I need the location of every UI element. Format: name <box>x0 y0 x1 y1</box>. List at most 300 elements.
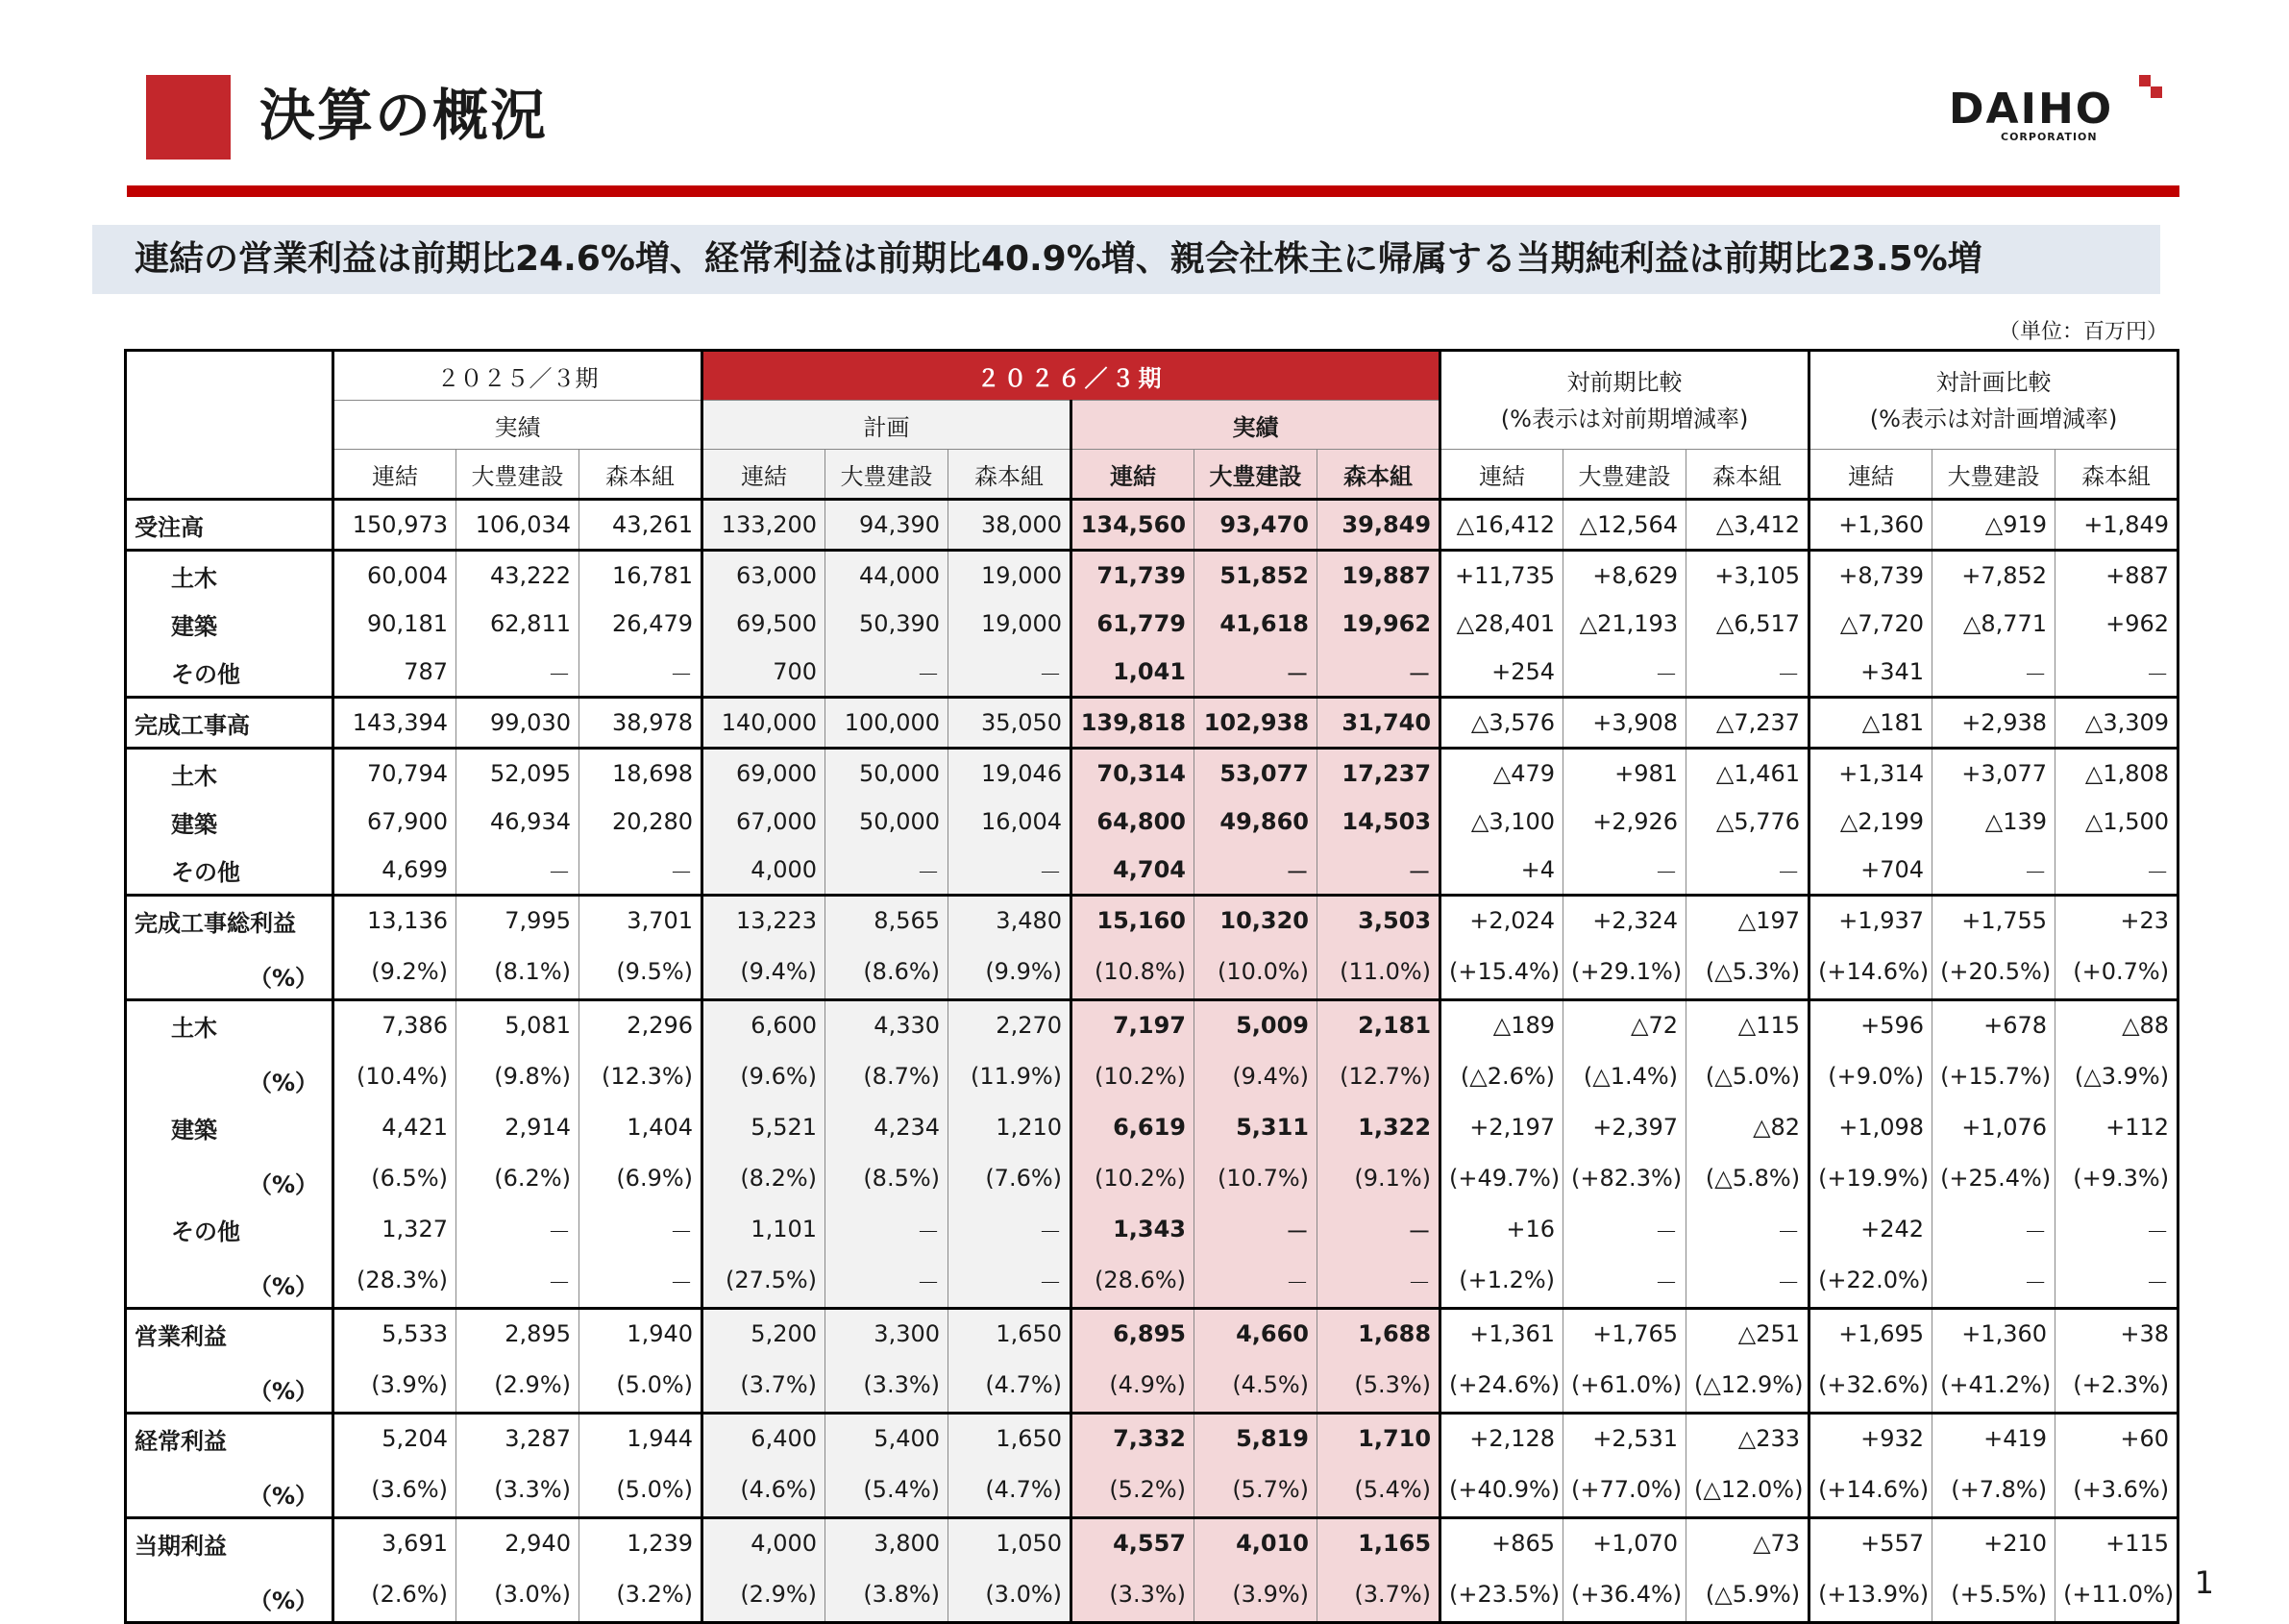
row-label: （%） <box>126 1567 333 1623</box>
cell: － <box>1932 648 2055 698</box>
cell: － <box>2055 648 2178 698</box>
cell: 7,332 <box>1071 1414 1194 1464</box>
row-completed-building <box>126 798 2178 846</box>
row-gp <box>126 896 2178 946</box>
cell: 93,470 <box>1194 500 1317 551</box>
cell: 134,560 <box>1071 500 1194 551</box>
cell: △251 <box>1686 1309 1809 1359</box>
cell: (3.0%) <box>456 1567 579 1623</box>
cell: 5,521 <box>702 1103 825 1151</box>
cell: +1,765 <box>1563 1309 1686 1359</box>
cell: － <box>1932 1253 2055 1309</box>
row-label: 土木 <box>126 749 333 799</box>
row-label: その他 <box>126 648 333 698</box>
cell: (11.0%) <box>1317 945 1440 1000</box>
cell: － <box>1686 1205 1809 1253</box>
cell: 69,500 <box>702 600 825 648</box>
cell: △189 <box>1440 1000 1563 1050</box>
cell: 2,181 <box>1317 1000 1440 1050</box>
cell: － <box>948 648 1071 698</box>
row-gp-civil <box>126 1000 2178 1050</box>
cell: 5,311 <box>1194 1103 1317 1151</box>
company-logo <box>1941 75 2181 144</box>
cell: (6.9%) <box>579 1151 702 1205</box>
cell: 2,270 <box>948 1000 1071 1050</box>
cell: 1,165 <box>1317 1518 1440 1568</box>
cell: － <box>1932 846 2055 896</box>
cell: － <box>1317 648 1440 698</box>
cell: (+19.9%) <box>1809 1151 1932 1205</box>
cell: +1,849 <box>2055 500 2178 551</box>
cell: (10.4%) <box>333 1049 456 1103</box>
cell: +865 <box>1440 1518 1563 1568</box>
cell: 70,794 <box>333 749 456 799</box>
cell: 16,004 <box>948 798 1071 846</box>
row-gp-building-pct <box>126 1151 2178 1205</box>
cell: +1,070 <box>1563 1518 1686 1568</box>
cell: (27.5%) <box>702 1253 825 1309</box>
cell: △1,461 <box>1686 749 1809 799</box>
cell: － <box>825 1253 948 1309</box>
header-yoy-title: 対前期比較 <box>1566 368 1683 396</box>
cell: － <box>2055 1205 2178 1253</box>
cell: (+0.7%) <box>2055 945 2178 1000</box>
cell: － <box>1317 1205 1440 1253</box>
header-entity-7: 連結 <box>1071 450 1194 500</box>
cell: 100,000 <box>825 698 948 749</box>
cell: 4,234 <box>825 1103 948 1151</box>
cell: (12.3%) <box>579 1049 702 1103</box>
row-label: 営業利益 <box>126 1309 333 1359</box>
cell: 700 <box>702 648 825 698</box>
cell: (2.9%) <box>456 1358 579 1414</box>
cell: (+20.5%) <box>1932 945 2055 1000</box>
cell: +23 <box>2055 896 2178 946</box>
cell: +2,024 <box>1440 896 1563 946</box>
header-fy2025: ２０２５／３期 <box>333 351 702 401</box>
row-op <box>126 1309 2178 1359</box>
cell: △6,517 <box>1686 600 1809 648</box>
header-entity-3: 森本組 <box>579 450 702 500</box>
cell: (3.0%) <box>948 1567 1071 1623</box>
cell: 7,386 <box>333 1000 456 1050</box>
cell: 61,779 <box>1071 600 1194 648</box>
cell: 1,343 <box>1071 1205 1194 1253</box>
cell: 44,000 <box>825 551 948 601</box>
cell: 5,400 <box>825 1414 948 1464</box>
cell: (6.5%) <box>333 1151 456 1205</box>
cell: － <box>1194 846 1317 896</box>
cell: 5,533 <box>333 1309 456 1359</box>
cell: (△5.3%) <box>1686 945 1809 1000</box>
cell: 6,400 <box>702 1414 825 1464</box>
cell: 2,895 <box>456 1309 579 1359</box>
cell: △1,808 <box>2055 749 2178 799</box>
cell: (11.9%) <box>948 1049 1071 1103</box>
cell: +16 <box>1440 1205 1563 1253</box>
cell: (10.0%) <box>1194 945 1317 1000</box>
row-gp-pct <box>126 945 2178 1000</box>
cell: 4,330 <box>825 1000 948 1050</box>
row-completed-civil <box>126 749 2178 799</box>
cell: － <box>579 1205 702 1253</box>
cell: △8,771 <box>1932 600 2055 648</box>
row-orders <box>126 500 2178 551</box>
header-entity-1: 連結 <box>333 450 456 500</box>
cell: (△2.6%) <box>1440 1049 1563 1103</box>
row-label: 建築 <box>126 798 333 846</box>
cell: (2.9%) <box>702 1567 825 1623</box>
cell: (3.9%) <box>1194 1567 1317 1623</box>
cell: 1,101 <box>702 1205 825 1253</box>
cell: (+25.4%) <box>1932 1151 2055 1205</box>
cell: － <box>2055 846 2178 896</box>
cell: 18,698 <box>579 749 702 799</box>
header-fy2026: ２０２６／３期 <box>702 351 1440 401</box>
cell: － <box>1317 1253 1440 1309</box>
cell: 13,136 <box>333 896 456 946</box>
cell: △3,412 <box>1686 500 1809 551</box>
header-entity-8: 大豊建設 <box>1194 450 1317 500</box>
cell: 10,320 <box>1194 896 1317 946</box>
summary-banner: 連結の営業利益は前期比24.6%増、経常利益は前期比40.9%増、親会社株主に帰属する当期純利益は前期比23.5%増 <box>92 225 2160 294</box>
cell: － <box>1317 846 1440 896</box>
cell: +3,908 <box>1563 698 1686 749</box>
logo-mark-bottom <box>2151 86 2162 98</box>
cell: △115 <box>1686 1000 1809 1050</box>
cell: 787 <box>333 648 456 698</box>
cell: (9.4%) <box>1194 1049 1317 1103</box>
cell: － <box>579 1253 702 1309</box>
cell: － <box>1686 648 1809 698</box>
cell: (3.9%) <box>333 1358 456 1414</box>
cell: － <box>1563 648 1686 698</box>
cell: (9.6%) <box>702 1049 825 1103</box>
cell: － <box>1686 846 1809 896</box>
row-label: その他 <box>126 1205 333 1253</box>
cell: (4.9%) <box>1071 1358 1194 1414</box>
header-actual-2026: 実績 <box>1071 401 1440 450</box>
cell: 13,223 <box>702 896 825 946</box>
cell: (6.2%) <box>456 1151 579 1205</box>
cell: 49,860 <box>1194 798 1317 846</box>
cell: △12,564 <box>1563 500 1686 551</box>
cell: 43,222 <box>456 551 579 601</box>
cell: +7,852 <box>1932 551 2055 601</box>
header-entity-9: 森本組 <box>1317 450 1440 500</box>
cell: (+13.9%) <box>1809 1567 1932 1623</box>
cell: +932 <box>1809 1414 1932 1464</box>
cell: － <box>579 846 702 896</box>
cell: (+15.7%) <box>1932 1049 2055 1103</box>
cell: － <box>456 1253 579 1309</box>
cell: +1,937 <box>1809 896 1932 946</box>
unit-note: （単位：百万円） <box>1998 320 2168 344</box>
cell: +2,397 <box>1563 1103 1686 1151</box>
header-entity-10: 連結 <box>1440 450 1563 500</box>
cell: (+2.3%) <box>2055 1358 2178 1414</box>
cell: 70,314 <box>1071 749 1194 799</box>
cell: (4.7%) <box>948 1463 1071 1518</box>
row-label: 完成工事高 <box>126 698 333 749</box>
cell: (△5.8%) <box>1686 1151 1809 1205</box>
cell: (8.2%) <box>702 1151 825 1205</box>
cell: (8.1%) <box>456 945 579 1000</box>
row-ord <box>126 1414 2178 1464</box>
cell: △7,237 <box>1686 698 1809 749</box>
row-orders-building <box>126 600 2178 648</box>
cell: △181 <box>1809 698 1932 749</box>
cell: 50,000 <box>825 798 948 846</box>
cell: (8.6%) <box>825 945 948 1000</box>
title-marker <box>146 75 231 160</box>
cell: +2,128 <box>1440 1414 1563 1464</box>
cell: +115 <box>2055 1518 2178 1568</box>
cell: (3.3%) <box>825 1358 948 1414</box>
header-vs-plan <box>1809 351 2178 450</box>
cell: △919 <box>1932 500 2055 551</box>
cell: (3.8%) <box>825 1567 948 1623</box>
cell: (9.4%) <box>702 945 825 1000</box>
cell: (3.2%) <box>579 1567 702 1623</box>
cell: (3.7%) <box>1317 1567 1440 1623</box>
cell: 1,944 <box>579 1414 702 1464</box>
cell: 8,565 <box>825 896 948 946</box>
cell: 46,934 <box>456 798 579 846</box>
cell: 5,819 <box>1194 1414 1317 1464</box>
cell: (5.2%) <box>1071 1463 1194 1518</box>
cell: +242 <box>1809 1205 1932 1253</box>
cell: 64,800 <box>1071 798 1194 846</box>
cell: +596 <box>1809 1000 1932 1050</box>
cell: (+77.0%) <box>1563 1463 1686 1518</box>
cell: 4,010 <box>1194 1518 1317 1568</box>
cell: △139 <box>1932 798 2055 846</box>
cell: － <box>1563 846 1686 896</box>
cell: 63,000 <box>702 551 825 601</box>
cell: +4 <box>1440 846 1563 896</box>
cell: － <box>2055 1253 2178 1309</box>
cell: (12.7%) <box>1317 1049 1440 1103</box>
cell: (10.2%) <box>1071 1151 1194 1205</box>
cell: +2,531 <box>1563 1414 1686 1464</box>
cell: 17,237 <box>1317 749 1440 799</box>
cell: (+15.4%) <box>1440 945 1563 1000</box>
logo-mark-top <box>2139 75 2151 86</box>
cell: 38,978 <box>579 698 702 749</box>
cell: △7,720 <box>1809 600 1932 648</box>
cell: (5.3%) <box>1317 1358 1440 1414</box>
cell: +3,077 <box>1932 749 2055 799</box>
header-yoy-note: (%表示は対前期増減率) <box>1500 405 1749 432</box>
row-orders-civil <box>126 551 2178 601</box>
cell: － <box>1194 1253 1317 1309</box>
cell: +419 <box>1932 1414 2055 1464</box>
header-entity-13: 連結 <box>1809 450 1932 500</box>
cell: △3,309 <box>2055 698 2178 749</box>
cell: △233 <box>1686 1414 1809 1464</box>
cell: +1,360 <box>1809 500 1932 551</box>
row-label: （%） <box>126 945 333 1000</box>
row-gp-civil-pct <box>126 1049 2178 1103</box>
cell: (+36.4%) <box>1563 1567 1686 1623</box>
cell: +1,695 <box>1809 1309 1932 1359</box>
cell: (9.1%) <box>1317 1151 1440 1205</box>
row-gp-other-pct <box>126 1253 2178 1309</box>
cell: 1,650 <box>948 1309 1071 1359</box>
cell: 50,000 <box>825 749 948 799</box>
cell: (10.8%) <box>1071 945 1194 1000</box>
cell: +8,739 <box>1809 551 1932 601</box>
row-completed <box>126 698 2178 749</box>
header-corner <box>126 351 333 500</box>
cell: +1,360 <box>1932 1309 2055 1359</box>
cell: 102,938 <box>1194 698 1317 749</box>
cell: 52,095 <box>456 749 579 799</box>
cell: 6,619 <box>1071 1103 1194 1151</box>
cell: △88 <box>2055 1000 2178 1050</box>
cell: － <box>1686 1253 1809 1309</box>
row-label: 土木 <box>126 551 333 601</box>
cell: (3.3%) <box>456 1463 579 1518</box>
cell: △82 <box>1686 1103 1809 1151</box>
cell: △2,199 <box>1809 798 1932 846</box>
cell: 67,000 <box>702 798 825 846</box>
cell: 20,280 <box>579 798 702 846</box>
cell: 4,000 <box>702 1518 825 1568</box>
header-entity-11: 大豊建設 <box>1563 450 1686 500</box>
cell: (8.5%) <box>825 1151 948 1205</box>
cell: － <box>825 648 948 698</box>
header-entity-12: 森本組 <box>1686 450 1809 500</box>
cell: 1,710 <box>1317 1414 1440 1464</box>
cell: (+32.6%) <box>1809 1358 1932 1414</box>
cell: (5.0%) <box>579 1358 702 1414</box>
row-gp-other <box>126 1205 2178 1253</box>
logo-text: DAIHO <box>1949 85 2114 134</box>
cell: +1,755 <box>1932 896 2055 946</box>
cell: 4,660 <box>1194 1309 1317 1359</box>
cell: (7.6%) <box>948 1151 1071 1205</box>
cell: 67,900 <box>333 798 456 846</box>
cell: 16,781 <box>579 551 702 601</box>
cell: +2,197 <box>1440 1103 1563 1151</box>
cell: 14,503 <box>1317 798 1440 846</box>
cell: 71,739 <box>1071 551 1194 601</box>
cell: △16,412 <box>1440 500 1563 551</box>
cell: (+41.2%) <box>1932 1358 2055 1414</box>
cell: +1,076 <box>1932 1103 2055 1151</box>
cell: (8.7%) <box>825 1049 948 1103</box>
cell: +962 <box>2055 600 2178 648</box>
header-row-period <box>126 351 2178 401</box>
row-net-pct <box>126 1567 2178 1623</box>
cell: 3,691 <box>333 1518 456 1568</box>
cell: － <box>825 1205 948 1253</box>
cell: 1,650 <box>948 1414 1071 1464</box>
cell: +8,629 <box>1563 551 1686 601</box>
cell: +11,735 <box>1440 551 1563 601</box>
cell: 4,421 <box>333 1103 456 1151</box>
cell: 51,852 <box>1194 551 1317 601</box>
row-gp-building <box>126 1103 2178 1151</box>
cell: 1,688 <box>1317 1309 1440 1359</box>
cell: △197 <box>1686 896 1809 946</box>
header-rule <box>127 185 2179 197</box>
cell: － <box>1563 1205 1686 1253</box>
cell: 1,210 <box>948 1103 1071 1151</box>
cell: (28.6%) <box>1071 1253 1194 1309</box>
cell: (3.6%) <box>333 1463 456 1518</box>
cell: － <box>579 648 702 698</box>
cell: +210 <box>1932 1518 2055 1568</box>
row-label: （%） <box>126 1151 333 1205</box>
cell: － <box>1194 1205 1317 1253</box>
cell: +38 <box>2055 1309 2178 1359</box>
cell: (9.8%) <box>456 1049 579 1103</box>
cell: (△12.0%) <box>1686 1463 1809 1518</box>
cell: 133,200 <box>702 500 825 551</box>
cell: +1,361 <box>1440 1309 1563 1359</box>
cell: 1,940 <box>579 1309 702 1359</box>
cell: 94,390 <box>825 500 948 551</box>
cell: (+7.8%) <box>1932 1463 2055 1518</box>
cell: 150,973 <box>333 500 456 551</box>
row-label: 当期利益 <box>126 1518 333 1568</box>
header-entity-6: 森本組 <box>948 450 1071 500</box>
cell: (+82.3%) <box>1563 1151 1686 1205</box>
cell: △28,401 <box>1440 600 1563 648</box>
cell: 69,000 <box>702 749 825 799</box>
cell: 1,404 <box>579 1103 702 1151</box>
cell: (9.2%) <box>333 945 456 1000</box>
cell: (+11.0%) <box>2055 1567 2178 1623</box>
cell: (+3.6%) <box>2055 1463 2178 1518</box>
cell: △5,776 <box>1686 798 1809 846</box>
cell: (△12.9%) <box>1686 1358 1809 1414</box>
row-ord-pct <box>126 1463 2178 1518</box>
cell: － <box>948 1253 1071 1309</box>
cell: 60,004 <box>333 551 456 601</box>
cell: 5,200 <box>702 1309 825 1359</box>
header-vs-plan-note: (%表示は対計画増減率) <box>1869 405 2118 432</box>
header-entity-2: 大豊建設 <box>456 450 579 500</box>
cell: 4,704 <box>1071 846 1194 896</box>
row-completed-other <box>126 846 2178 896</box>
cell: (4.7%) <box>948 1358 1071 1414</box>
cell: (+22.0%) <box>1809 1253 1932 1309</box>
header-entity-15: 森本組 <box>2055 450 2178 500</box>
cell: 3,800 <box>825 1518 948 1568</box>
cell: 5,204 <box>333 1414 456 1464</box>
cell: － <box>456 846 579 896</box>
cell: (△5.9%) <box>1686 1567 1809 1623</box>
cell: +557 <box>1809 1518 1932 1568</box>
cell: (3.3%) <box>1071 1567 1194 1623</box>
cell: +60 <box>2055 1414 2178 1464</box>
cell: 6,600 <box>702 1000 825 1050</box>
logo-subtext: CORPORATION <box>2001 131 2098 143</box>
row-label: （%） <box>126 1358 333 1414</box>
cell: 31,740 <box>1317 698 1440 749</box>
cell: +112 <box>2055 1103 2178 1151</box>
cell: － <box>1194 648 1317 698</box>
cell: 41,618 <box>1194 600 1317 648</box>
cell: 5,081 <box>456 1000 579 1050</box>
cell: +704 <box>1809 846 1932 896</box>
header-entity-4: 連結 <box>702 450 825 500</box>
cell: (+29.1%) <box>1563 945 1686 1000</box>
